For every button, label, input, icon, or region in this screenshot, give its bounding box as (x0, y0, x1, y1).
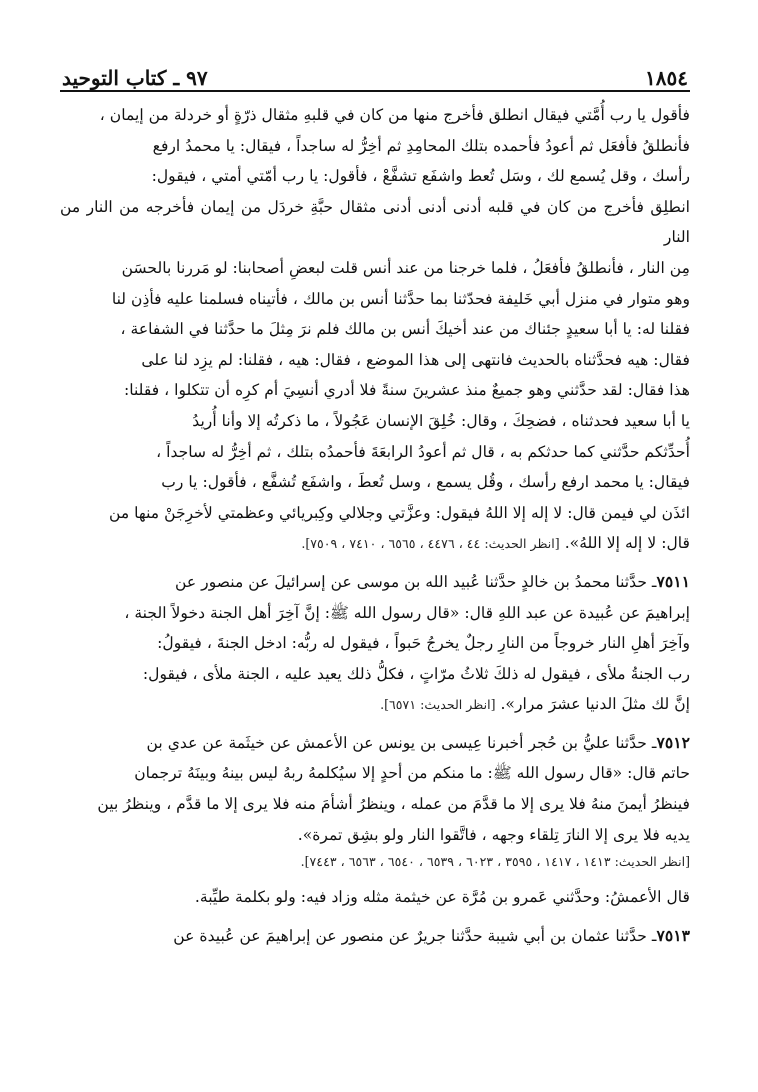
separator (60, 559, 690, 567)
text-line: فيقال: يا محمد ارفع رأسك ، وقُل يسمع ، وسل تُعطَ ، واشفَع تُشفَّع ، فأقول: يا رب (161, 473, 690, 492)
separator (60, 874, 690, 882)
text-line: أُحدِّثكم حدَّثني كما حدثكم به ، قال ثم أعودُ الرابعَةَ فأحمدُه بتلك ، ثم أخِرُّ له ساجداً ، (156, 442, 690, 461)
hadith-reference: [انظر الحديث: ٤٤ ، ٤٤٧٦ ، ٦٥٦٥ ، ٧٤١٠ ، ٧٥٠٩]. (301, 536, 560, 552)
text-line: إبراهيمَ عن عُبيدة عن عبد اللهِ قال: «قال رسول الله ﷺ: إنَّ آخِرَ أهل الجنة دخولاً الجنة ، (124, 603, 690, 622)
text-line: انطلِق فأخرج من كان في قلبه أدنى أدنى أدنى مثقال حبَّةِ خردَل من إيمان فأخرجه من النار من النار (60, 197, 690, 247)
text-line: يا أبا سعيد فحدثناه ، فضحِكَ ، وقال: خُلِقَ الإنسان عَجُولاً ، ما ذكرتُه إلا وأنا أُريدُ (192, 411, 690, 430)
hadith-text: ـ حدَّثنا محمدُ بن خالدٍ حدَّثنا عُبيد الله بن موسى عن إسرائيلَ عن منصور عن (175, 572, 657, 591)
text-line: هذا فقال: لقد حدَّثني وهو جميعٌ منذ عشرينَ سنةً فلا أدري أنسِيَ أم كرِه أن تتكلوا ، فقلنا: (123, 381, 690, 400)
text-line: ائذَن لي فيمن قال: لا إله إلا اللهُ فيقول: وعزَّتي وجلالي وكِبريائي وعظمتي لأخرِجَنْ منها من (108, 503, 690, 522)
hadith-text: ـ حدَّثنا عليُّ بن حُجر أخبرنا عِيسى بن يونس عن الأعمش عن خيثَمة عن عدي بن (146, 733, 657, 752)
text-line: حاتم قال: «قال رسول الله ﷺ: ما منكم من أحدٍ إلا سيُكلمهُ ربهُ ليس بينهُ وبينَهُ ترجمان (134, 764, 690, 783)
text-line: وهو متوار في منزل أبي خَليفة فحدّثنا بما حدَّثنا أنس بن مالك ، فأتيناه فسلمنا عليه فأذِن لنا (111, 289, 690, 308)
hadith-number: ٧٥١٣ (656, 925, 690, 945)
text-line: وآخِرَ أهلِ النار خروجاً من النارِ رجلٌ يخرجُ حَبواً ، فيقول له ربُّه: ادخل الجنةَ ، فيقولُ: (157, 634, 690, 653)
text-line-last (60, 689, 690, 720)
text-line-end: قال: لا إله إلا اللهُ». (564, 534, 690, 553)
page-header (62, 56, 688, 90)
hadith-line (60, 567, 690, 598)
text-line: فينظرُ أيمنَ منهُ فلا يرى إلا ما قدَّمَ من عمله ، وينظرُ أشأمَ منه فلا يرى إلا ما قدَّم ، وينظرُ بين (97, 795, 690, 814)
text-line: رأسك ، وقل يُسمع لك ، وسَل تُعط واشفَع تشفَّعْ ، فأقول: يا رب أمّتي أمتي ، فيقول: (151, 167, 690, 186)
text-line-end: إنَّ لك مثلَ الدنيا عشرَ مرار». (500, 695, 690, 714)
page-content (60, 100, 690, 951)
hadith-number: ٧٥١٢ (656, 732, 690, 752)
separator (60, 720, 690, 728)
hadith-number: ٧٥١١ (656, 571, 690, 591)
separator (60, 913, 690, 921)
text-line-last (60, 528, 690, 559)
hadith-line (60, 728, 690, 759)
text-line: قال الأعمشُ: وحدَّثني عَمرو بن مُرَّة عن خيثمة مثله وزاد فيه: ولو بكلمة طيِّبة. (194, 888, 690, 907)
text-line: رب الجنةُ ملأى ، فيقول له ذلكَ ثلاثُ مرّاتٍ ، فكلُّ ذلك يعيد عليه ، الجنة ملأى ، فيقول: (142, 664, 690, 683)
hadith-line (60, 921, 690, 952)
book-title: ٩٧ ـ كتاب التوحيد (62, 66, 208, 90)
hadith-text: ـ حدَّثنا عثمان بن أبي شيبة حدَّثنا جريرٌ عن منصور عن إبراهيمَ عن عُبيدة عن (173, 926, 657, 945)
header-rule (60, 90, 690, 92)
text-line: فقلنا له: يا أبا سعيدٍ جئناك من عند أخيكَ أنس بن مالك فلم نرَ مِثلَ ما حدَّثنا في الشفاعة ، (120, 320, 690, 339)
text-line: يديه فلا يرى إلا النارَ تِلقاء وجهه ، فاتَّقوا النار ولو بشِق تمرة». (297, 825, 690, 844)
hadith-reference: [انظر الحديث: ١٤١٣ ، ١٤١٧ ، ٣٥٩٥ ، ٦٠٢٣ ، ٦٥٣٩ ، ٦٥٤٠ ، ٦٥٦٣ ، ٧٤٤٣]. (300, 854, 690, 870)
text-line: فقال: هيه فحدَّثناه بالحديث فانتهى إلى هذا الموضع ، فقال: هيه ، فقلنا: لم يزِد لنا على (141, 350, 690, 369)
text-line: فأقول يا رب أُمَّتي فيقال انطلق فأخرج منها من كان في قلبهِ مثقال ذرّةٍ أو خردلة من إيمان ، (99, 106, 690, 124)
hadith-reference: [انظر الحديث: ٦٥٧١]. (380, 697, 496, 713)
text-line: مِن النار ، فأنطلقُ فأفعَلُ ، فلما خرجنا من عند أنس قلت لبعضِ أصحابنا: لو مَررنا بالحسَن (121, 258, 690, 277)
text-line: فأنطلقُ فأفعَل ثم أعودُ فأحمده بتلك المحامِدِ ثم أخِرُّ له ساجداً ، فيقال: يا محمدُ ارفع (152, 136, 690, 155)
page-number: ١٨٥٤ (645, 66, 688, 90)
